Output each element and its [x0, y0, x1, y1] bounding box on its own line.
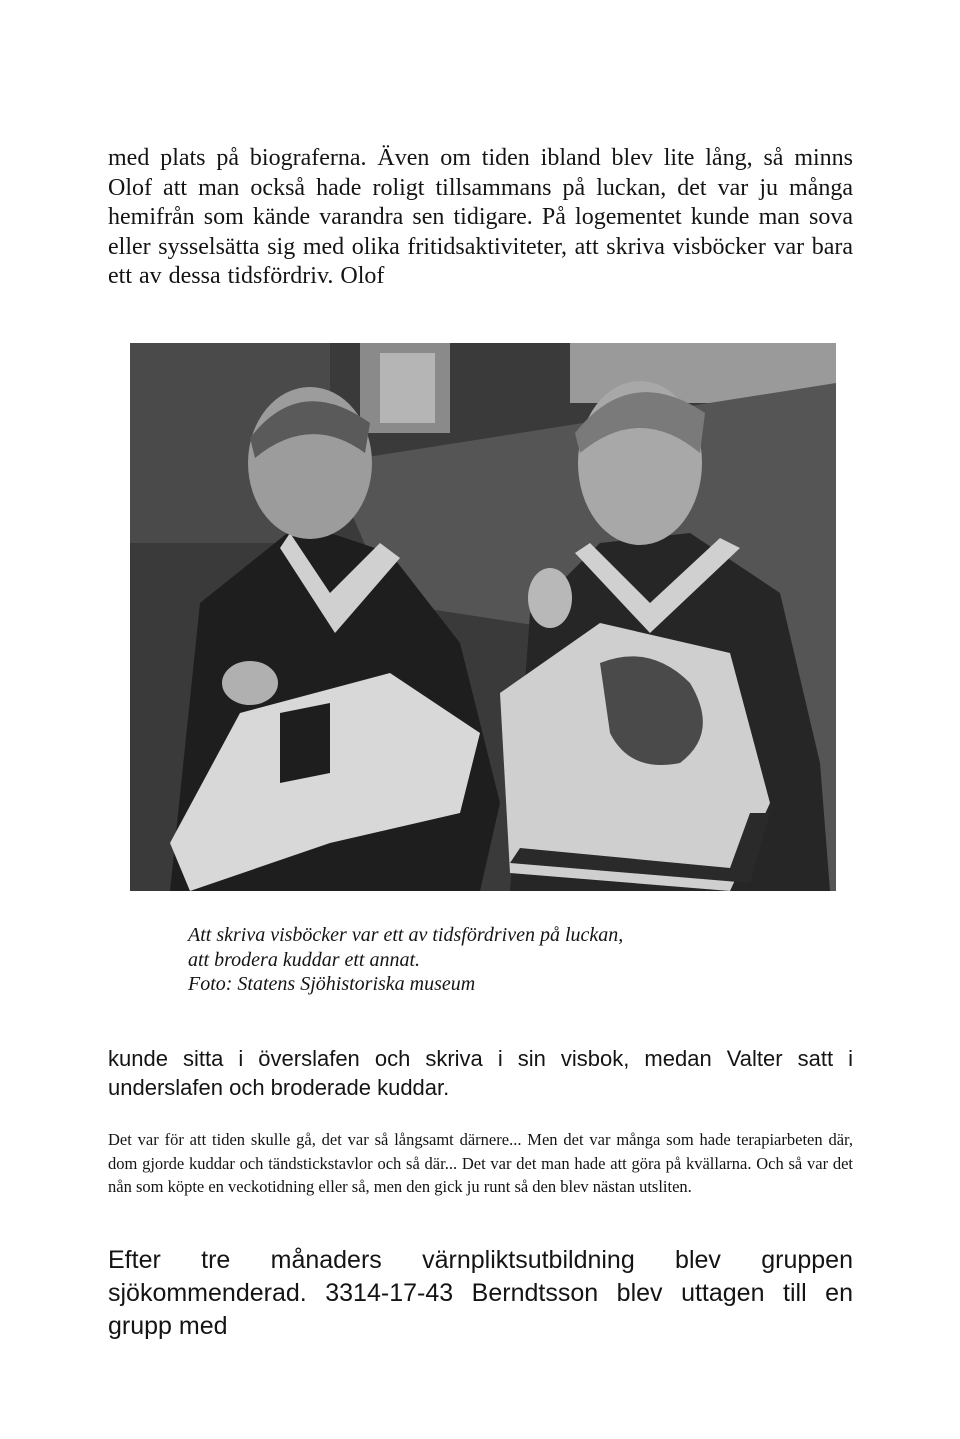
photo-illustration	[130, 343, 836, 891]
photo-credit: Foto: Statens Sjöhistoriska museum	[188, 973, 476, 995]
caption-line-1: Att skriva visböcker var ett av tidsfördriven på luckan,	[188, 924, 624, 946]
interview-quote: Det var för att tiden skulle gå, det var så långsamt därnere... Men det var många som hade terapiarbeten där, dom gjorde kuddar och tändstickstavlor och så där... Det var det man hade att göra på kvällarna. Och så var det nån som köpte en veckotidning eller så, men den gick ju runt så den blev nästan utsliten.	[108, 1130, 853, 1196]
photo-caption	[188, 923, 788, 997]
body-paragraph-3: Efter tre månaders värnpliktsutbildning blev gruppen sjökommenderad. 3314-17-43 Berndtsson blev uttagen till en grupp med	[108, 1246, 853, 1340]
caption-line-2: att brodera kuddar ett annat.	[188, 948, 421, 971]
body-paragraph-1: med plats på biograferna. Även om tiden ibland blev lite lång, så minns Olof att man också hade roligt tillsammans på luckan, det var ju många hemifrån som kände varandra sen tidigare. På logementet kunde man sova eller sysselsätta sig med olika fritidsaktiviteter, att skriva visböcker var bara ett av dessa tidsfördriv. Olof	[108, 145, 853, 289]
photograph-sailors-embroidering	[130, 343, 836, 891]
body-paragraph-2: kunde sitta i överslafen och skriva i sin visbok, medan Valter satt i underslafen och broderade kuddar.	[108, 1046, 853, 1100]
